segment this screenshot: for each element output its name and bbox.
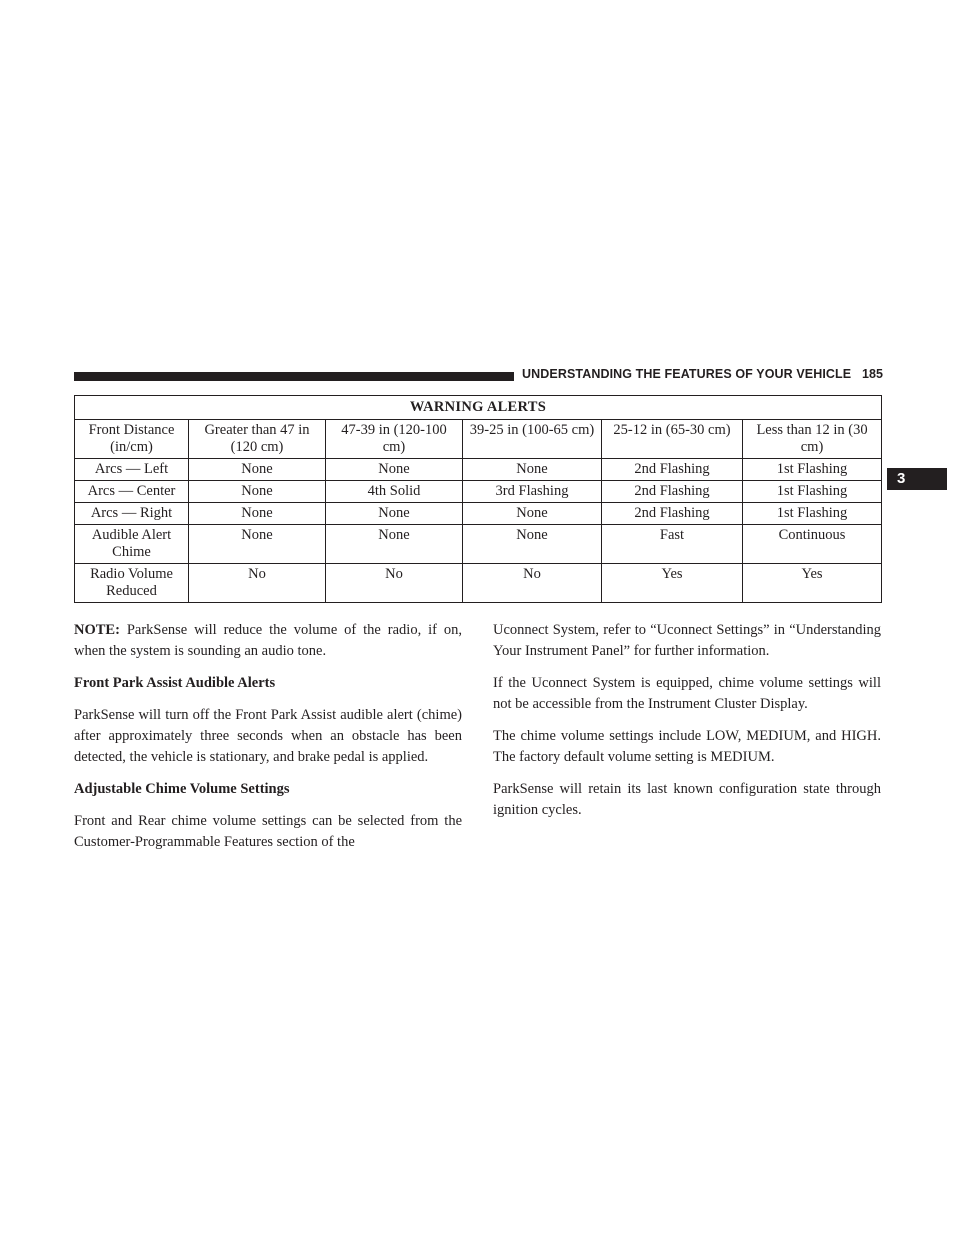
table-caption-row [75, 396, 882, 420]
table-row [75, 503, 882, 525]
table-caption: WARNING ALERTS [75, 396, 882, 420]
right-column [493, 620, 881, 832]
table-cell: Yes [743, 564, 882, 603]
chapter-tab: 3 [887, 468, 947, 490]
header-cell: Greater than 47 in (120 cm) [189, 420, 326, 459]
table-cell: 3rd Flashing [463, 481, 602, 503]
table-cell: Yes [602, 564, 743, 603]
header-rule [74, 372, 514, 381]
table-cell: None [189, 503, 326, 525]
table-cell: No [326, 564, 463, 603]
table-cell: 1st Flashing [743, 481, 882, 503]
table-cell: 2nd Flashing [602, 459, 743, 481]
section-heading: Front Park Assist Audible Alerts [74, 675, 276, 691]
note-label: NOTE: [74, 622, 120, 638]
table-row [75, 481, 882, 503]
table-cell: No [463, 564, 602, 603]
header-cell: Front Distance (in/cm) [75, 420, 189, 459]
body-paragraph: Front and Rear chime volume settings can be selected from the Customer-Programmable Features section of the [74, 813, 462, 850]
table-cell: None [189, 525, 326, 564]
body-paragraph: Uconnect System, refer to “Uconnect Settings” in “Understanding Your Instrument Panel” for further information. [493, 622, 881, 659]
table-cell: Fast [602, 525, 743, 564]
row-label: Arcs — Right [75, 503, 189, 525]
table-row [75, 564, 882, 603]
table-cell: Continuous [743, 525, 882, 564]
table-cell: 4th Solid [326, 481, 463, 503]
header-title: UNDERSTANDING THE FEATURES OF YOUR VEHICLE [522, 367, 852, 381]
left-column [74, 620, 462, 864]
table-cell: None [463, 459, 602, 481]
section-heading: Adjustable Chime Volume Settings [74, 781, 290, 797]
body-paragraph: ParkSense will turn off the Front Park Assist audible alert (chime) after approximately three seconds when an obstacle has been detected, the vehicle is stationary, and brake pedal is applied. [74, 707, 462, 765]
table-cell: 1st Flashing [743, 459, 882, 481]
table-cell: 1st Flashing [743, 503, 882, 525]
table-cell: No [189, 564, 326, 603]
note-paragraph [74, 620, 462, 662]
running-header [522, 367, 884, 381]
row-label: Arcs — Left [75, 459, 189, 481]
header-cell: 39-25 in (100-65 cm) [463, 420, 602, 459]
body-paragraph: ParkSense will retain its last known configuration state through ignition cycles. [493, 781, 881, 818]
table-cell: None [189, 481, 326, 503]
page-number: 185 [861, 367, 884, 381]
table-cell: None [463, 525, 602, 564]
row-label: Arcs — Center [75, 481, 189, 503]
table-header-row [75, 420, 882, 459]
note-text: ParkSense will reduce the volume of the radio, if on, when the system is sounding an audio tone. [74, 622, 462, 659]
body-paragraph: If the Uconnect System is equipped, chime volume settings will not be accessible from the Instrument Cluster Display. [493, 675, 881, 712]
header-cell: 47-39 in (120-100 cm) [326, 420, 463, 459]
table-cell: 2nd Flashing [602, 481, 743, 503]
table-row [75, 525, 882, 564]
table-cell: None [326, 459, 463, 481]
table-cell: 2nd Flashing [602, 503, 743, 525]
row-label: Radio Volume Reduced [75, 564, 189, 603]
header-cell: Less than 12 in (30 cm) [743, 420, 882, 459]
warning-alerts-table [74, 395, 882, 603]
body-paragraph: The chime volume settings include LOW, MEDIUM, and HIGH. The factory default volume setting is MEDIUM. [493, 728, 881, 765]
table-cell: None [189, 459, 326, 481]
table-row [75, 459, 882, 481]
row-label: Audible Alert Chime [75, 525, 189, 564]
table-cell: None [326, 503, 463, 525]
table-cell: None [326, 525, 463, 564]
header-cell: 25-12 in (65-30 cm) [602, 420, 743, 459]
table-cell: None [463, 503, 602, 525]
